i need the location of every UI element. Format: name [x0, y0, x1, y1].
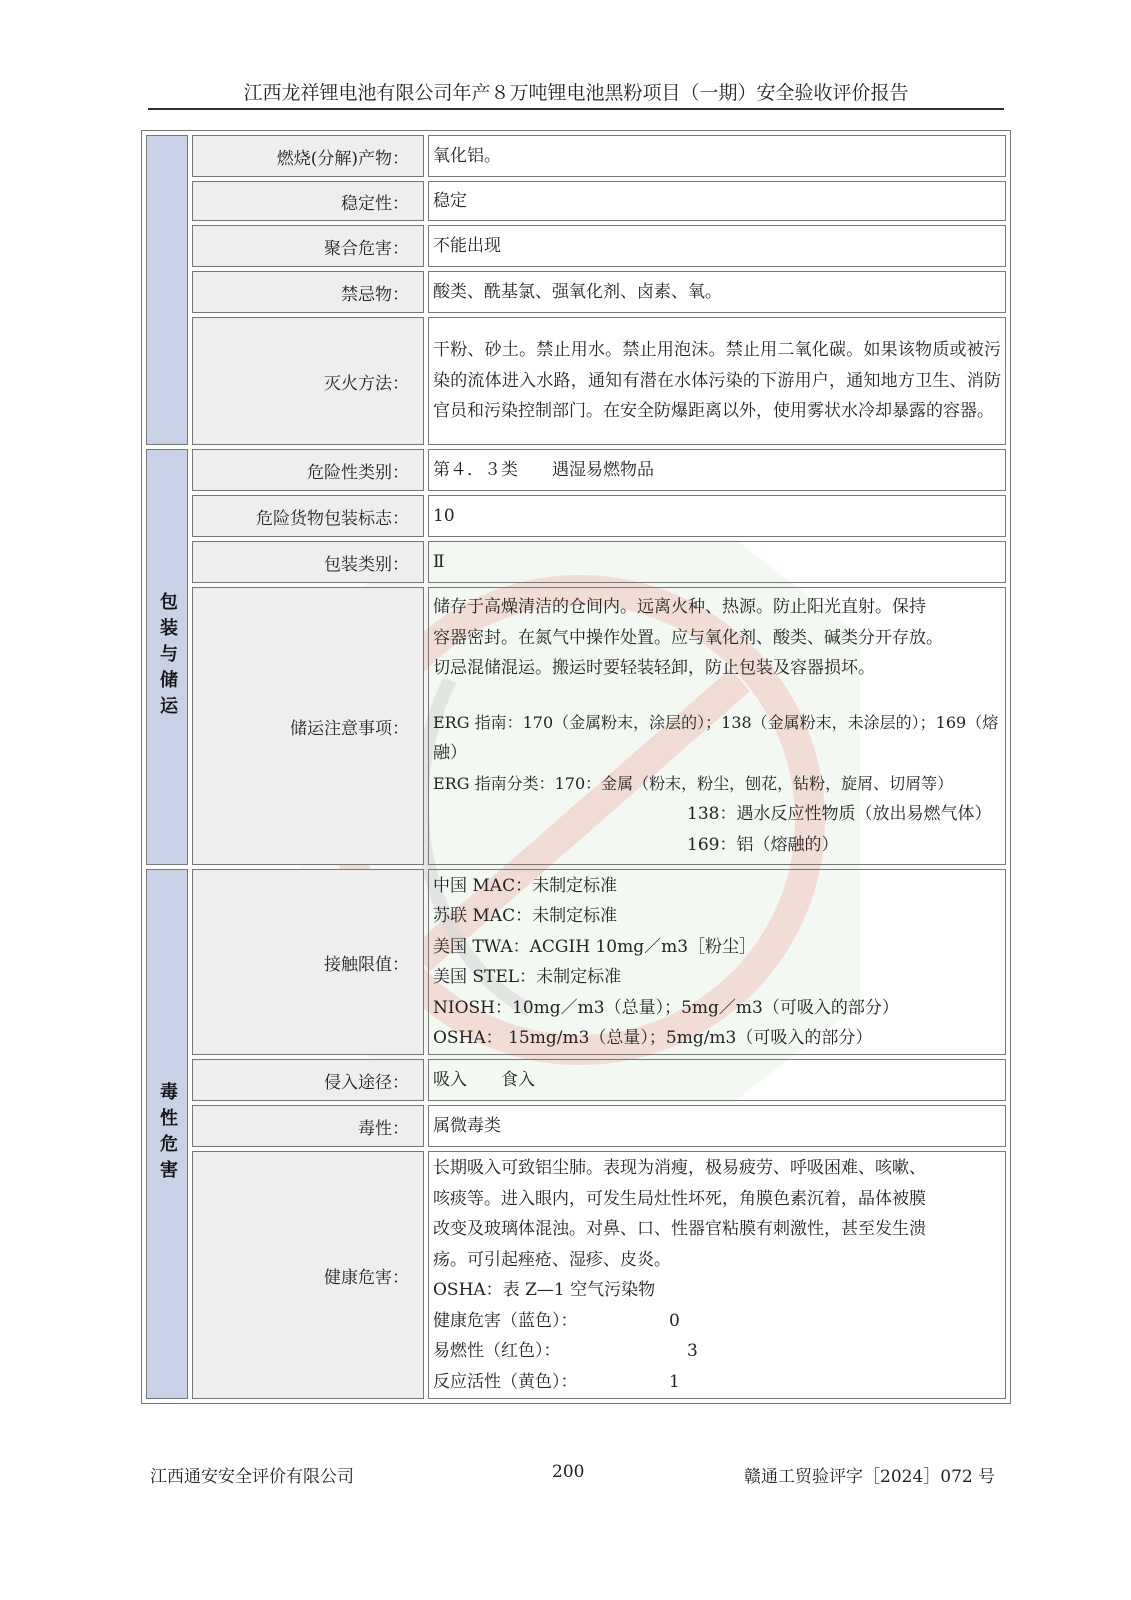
text-line: 咳痰等。进入眼内，可发生局灶性坏死，角膜色素沉着，晶体被膜 [433, 1188, 926, 1209]
text-line: 中国 MAC：未制定标准 [433, 875, 618, 896]
row-stability [192, 181, 1006, 221]
packaging-group-label: 包装与储运 [146, 449, 188, 865]
text-line: 改变及玻璃体混浊。对鼻、口、性器官粘膜有刺激性，甚至发生溃 [433, 1219, 926, 1239]
row-value: 吸入 食入 [428, 1059, 1006, 1101]
rating-name: 易燃性（红色）： [433, 1341, 561, 1361]
row-value [428, 869, 1006, 1055]
text-line: 美国 TWA：ACGIH 10mg／m3［粉尘］ [433, 936, 757, 957]
row-exposure-limits [192, 869, 1006, 1055]
rating-name: 反应活性（黄色）： [433, 1371, 578, 1392]
text-line: OSHA： 15mg/m3（总量）；5mg/m3（可吸入的部分） [433, 1028, 873, 1048]
text-line: 长期吸入可致铝尘肺。表现为消瘦，极易疲劳、呼吸困难、咳嗽、 [433, 1158, 926, 1178]
row-label: 聚合危害： [192, 225, 424, 267]
page-header: 江西龙祥锂电池有限公司年产８万吨锂电池黑粉项目（一期）安全验收评价报告 [148, 78, 1004, 110]
row-label: 危险货物包装标志： [192, 495, 424, 537]
row-polymerization [192, 225, 1006, 267]
row-value: 氧化铝。 [428, 135, 1006, 177]
row-value: 第４．３类 遇湿易燃物品 [428, 449, 1006, 491]
row-value: 酸类、酰基氯、强氧化剂、卤素、氧。 [428, 271, 1006, 313]
row-label: 包装类别： [192, 541, 424, 583]
row-label: 接触限值： [192, 869, 424, 1055]
row-health-hazard [192, 1151, 1006, 1399]
text-line: NIOSH：10mg／m3（总量）；5mg／m3（可吸入的部分） [433, 997, 899, 1018]
text-line: 138：遇水反应性物质（放出易燃气体） [687, 804, 992, 824]
rating-line [433, 1306, 1001, 1337]
row-hazard-class [192, 449, 1006, 491]
rating-value: 3 [687, 1341, 698, 1361]
rating-line [433, 1367, 1001, 1398]
toxicity-group [146, 869, 1006, 1399]
rating-line [433, 1336, 1001, 1367]
row-value [428, 587, 1006, 865]
row-toxicity [192, 1105, 1006, 1147]
text-line: OSHA：表 Z—1 空气污染物 [433, 1280, 656, 1300]
text-line: ERG 指南分类：170：金属（粉末，粉尘，刨花，钻粉，旋屑、切屑等） [433, 773, 954, 793]
row-value [428, 1151, 1006, 1399]
row-exposure-route [192, 1059, 1006, 1101]
row-label: 毒性： [192, 1105, 424, 1147]
row-packaging-mark [192, 495, 1006, 537]
row-incompatible [192, 271, 1006, 313]
text-line: 疡。可引起痤疮、湿疹、皮炎。 [433, 1249, 671, 1270]
row-label: 灭火方法： [192, 317, 424, 445]
row-value: 稳定 [428, 181, 1006, 221]
row-label: 侵入途径： [192, 1059, 424, 1101]
row-value: 干粉、砂土。禁止用水。禁止用泡沫。禁止用二氧化碳。如果该物质或被污染的流体进入水路，通知有潜在水体污染的下游用户，通知地方卫生、消防官员和污染控制部门。在安全防爆距离以外，使用雾状水冷却暴露的容器。 [428, 317, 1006, 445]
row-storage-notes [192, 587, 1006, 865]
rating-value: 0 [669, 1310, 680, 1331]
row-label: 危险性类别： [192, 449, 424, 491]
toxicity-group-label: 毒性危害 [146, 869, 188, 1399]
fire-group-label [146, 135, 188, 445]
text-line: 苏联 MAC：未制定标准 [433, 906, 618, 926]
text-line: 美国 STEL：未制定标准 [433, 967, 622, 987]
text-line: 储存于高燥清洁的仓间内。远离火种、热源。防止阳光直射。保持 [433, 597, 926, 617]
row-value: Ⅱ [428, 541, 1006, 583]
footer-company: 江西通安安全评价有限公司 [150, 1467, 354, 1487]
row-value: 不能出现 [428, 225, 1006, 267]
text-line [433, 684, 1001, 708]
fire-group [146, 135, 1006, 445]
row-extinguishing [192, 317, 1006, 445]
row-value: 属微毒类 [428, 1105, 1006, 1147]
packaging-group [146, 449, 1006, 865]
text-line: 169：铝（熔融的） [687, 834, 839, 855]
rating-value: 1 [669, 1371, 680, 1392]
rating-name: 健康危害（蓝色）： [433, 1310, 578, 1331]
row-label: 健康危害： [192, 1151, 424, 1399]
row-packaging-category [192, 541, 1006, 583]
text-line: 容器密封。在氮气中操作处置。应与氧化剂、酸类、碱类分开存放。 [433, 627, 943, 648]
text-line: ERG 指南：170（金属粉末，涂层的）；138（金属粉末，未涂层的）；169（熔 [433, 712, 999, 732]
row-combustion-products [192, 135, 1006, 177]
row-label: 禁忌物： [192, 271, 424, 313]
footer-page-number: 200 [552, 1462, 585, 1482]
msds-table [141, 130, 1011, 1404]
row-label: 燃烧(分解)产物： [192, 135, 424, 177]
text-line: 切忌混储混运。搬运时要轻装轻卸，防止包装及容器损坏。 [433, 658, 875, 678]
row-label: 储运注意事项： [192, 587, 424, 865]
row-label: 稳定性： [192, 181, 424, 221]
text-line: 融） [433, 743, 467, 763]
footer-doc-number: 赣通工贸验评字［2024］072 号 [744, 1467, 996, 1487]
row-value: 10 [428, 495, 1006, 537]
